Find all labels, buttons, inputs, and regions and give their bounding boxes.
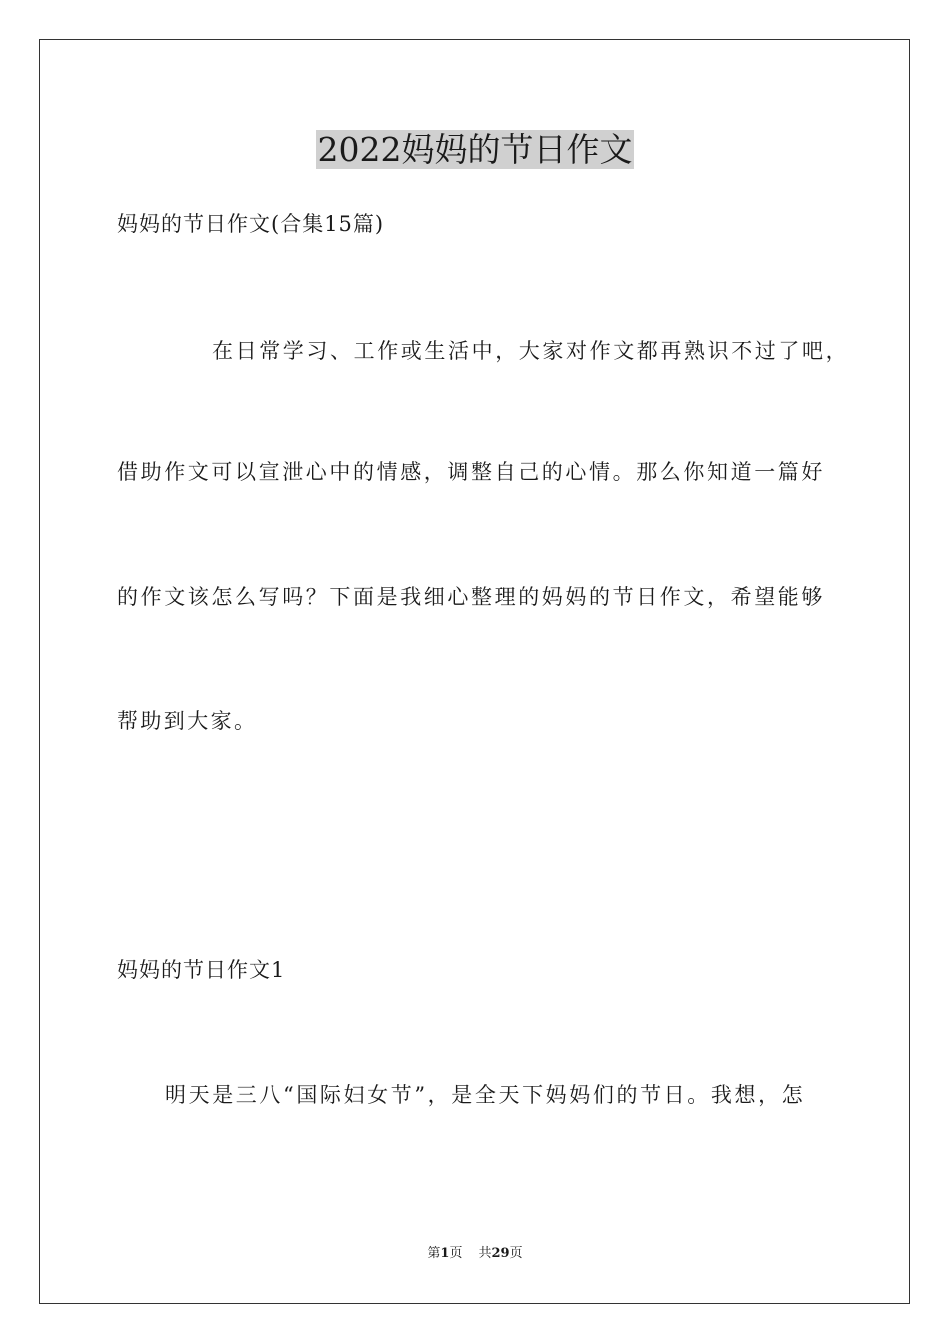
intro-line-2: 借助作文可以宣泄心中的情感，调整自己的心情。那么你知道一篇好 bbox=[117, 460, 825, 484]
section-heading: 妈妈的节日作文1 bbox=[117, 958, 286, 982]
intro-line-3: 的作文该怎么写吗？下面是我细心整理的妈妈的节日作文，希望能够 bbox=[117, 585, 825, 609]
page-footer bbox=[0, 1245, 950, 1263]
footer-page-suffix: 页 bbox=[449, 1246, 463, 1261]
title-text: 2022妈妈的节日作文 bbox=[317, 130, 633, 169]
footer-page-total: 29 bbox=[491, 1246, 510, 1261]
document-subtitle: 妈妈的节日作文(合集15篇) bbox=[117, 212, 385, 236]
footer-total-suffix: 页 bbox=[509, 1246, 523, 1261]
footer-page-current: 1 bbox=[440, 1246, 450, 1261]
footer-page-prefix: 第 bbox=[427, 1246, 441, 1261]
intro-line-1: 在日常学习、工作或生活中，大家对作文都再熟识不过了吧， bbox=[212, 339, 850, 363]
section-first-line: 明天是三八“国际妇女节”，是全天下妈妈们的节日。我想，怎 bbox=[165, 1083, 806, 1107]
intro-line-4: 帮助到大家。 bbox=[117, 709, 258, 733]
footer-total-prefix: 共 bbox=[478, 1246, 492, 1261]
document-title bbox=[0, 128, 950, 172]
